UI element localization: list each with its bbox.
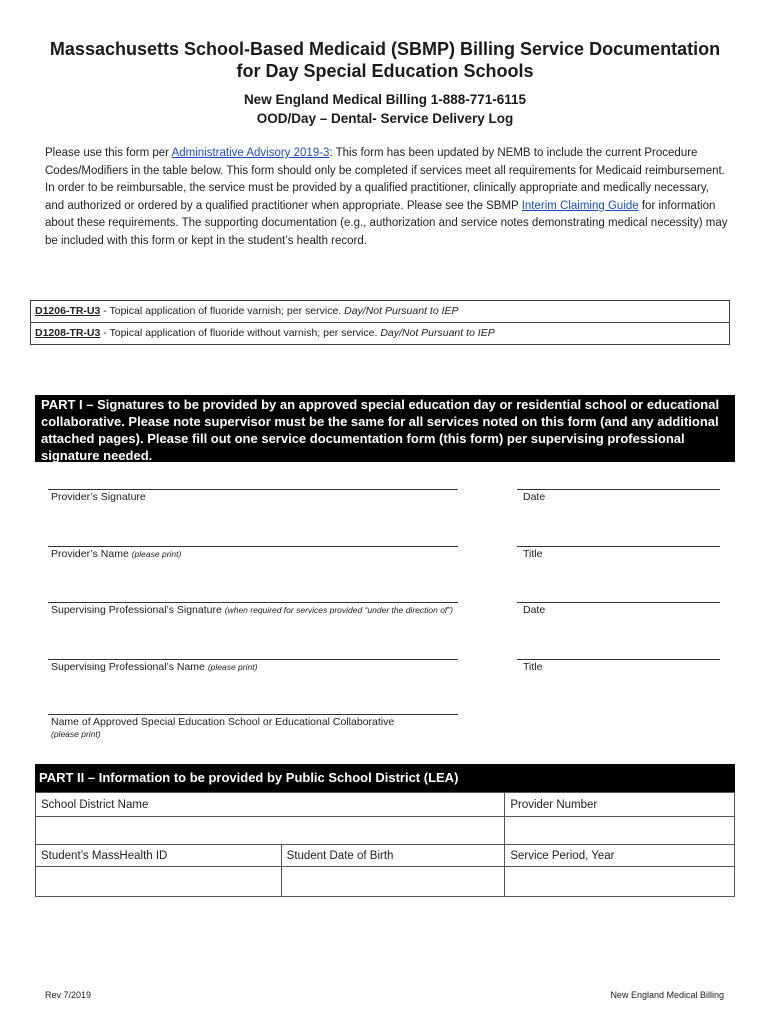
part-2-heading: PART II – Information to be provided by Public School District (LEA)	[35, 764, 735, 792]
date-line-2[interactable]	[517, 602, 720, 603]
provider-signature-line[interactable]	[48, 489, 458, 490]
administrative-advisory-link[interactable]: Administrative Advisory 2019-3	[171, 147, 330, 159]
service-period-field[interactable]	[505, 867, 735, 897]
intro-paragraph	[45, 145, 730, 250]
procedure-code-row	[31, 322, 729, 344]
supervisor-signature-label	[51, 604, 461, 616]
subtitle	[0, 90, 770, 128]
title-line-1-field[interactable]	[517, 546, 720, 547]
school-name-line[interactable]	[48, 714, 458, 715]
supervisor-name-text: Supervising Professional’s Name	[51, 661, 208, 673]
title-line-2: for Day Special Education Schools	[236, 61, 534, 81]
school-name-text: Name of Approved Special Education School or Educational Collaborative	[51, 716, 395, 728]
date-label-1: Date	[523, 491, 546, 503]
provider-signature-label: Provider’s Signature	[51, 491, 146, 503]
lea-information-table	[35, 792, 735, 897]
interim-claiming-guide-link[interactable]: Interim Claiming Guide	[521, 199, 639, 212]
title-line-1: Massachusetts School-Based Medicaid (SBMP) Billing Service Documentation	[49, 39, 721, 59]
title-line-2-field[interactable]	[517, 659, 720, 660]
title-label-2: Title	[523, 661, 543, 673]
supervisor-signature-note: (when required for services provided “under the direction of”)	[224, 605, 453, 615]
page-title	[0, 38, 770, 82]
school-district-name-header: School District Name	[36, 793, 505, 817]
school-name-label	[51, 716, 394, 740]
supervisor-signature-text: Supervising Professional’s Signature	[51, 604, 225, 616]
supervisor-name-line[interactable]	[48, 659, 458, 660]
provider-name-line[interactable]	[48, 546, 458, 547]
procedure-codes-table	[30, 300, 730, 345]
footer-company: New England Medical Billing	[610, 990, 724, 1000]
procedure-code: D1208-TR-U3	[35, 327, 101, 339]
part-1-heading: PART I – Signatures to be provided by an approved special education day or residential school or educational collaborative. Please note supervisor must be the same for all services noted on this form (and any additional attached pages). Please fill out one service documentation form (this form) per supervising professional signature needed.	[35, 395, 735, 462]
date-of-birth-field[interactable]	[281, 867, 505, 897]
subtitle-line-2: OOD/Day – Dental- Service Delivery Log	[256, 111, 514, 126]
subtitle-line-1: New England Medical Billing 1-888-771-6115	[243, 92, 527, 107]
date-line-1[interactable]	[517, 489, 720, 490]
date-of-birth-header: Student Date of Birth	[281, 845, 505, 867]
revision-label: Rev 7/2019	[45, 990, 92, 1000]
procedure-description: - Topical application of fluoride without varnish; per service.	[100, 327, 381, 339]
intro-text-2: : This form has been updated by NEMB to include the current Procedure Codes/Modifiers in the table below. This form should only be completed if services meet all requirements for Medicaid reimbursement. In order to be reimbursable, the service must be provided by a qualified practitioner, clinically appropriate and medically necessary, and authorized or ordered by a qualified practitioner when appropriate. Please see the SBMP	[45, 147, 725, 212]
provider-name-text: Provider’s Name	[51, 548, 132, 560]
supervisor-name-label	[51, 661, 257, 673]
procedure-note: Day/Not Pursuant to IEP	[380, 327, 495, 339]
intro-text-3: for information about these requirements. The supporting documentation (e.g., authorization and service notes demonstrating medical necessity) may be included with this form or kept in the student’s health record.	[45, 199, 728, 247]
procedure-code-row	[31, 301, 729, 322]
procedure-code: D1206-TR-U3	[35, 305, 101, 317]
provider-number-field[interactable]	[505, 817, 735, 845]
provider-name-label	[51, 548, 181, 560]
supervisor-signature-line[interactable]	[48, 602, 458, 603]
school-name-note: (please print)	[51, 729, 101, 739]
supervisor-name-note: (please print)	[207, 662, 258, 672]
provider-name-note: (please print)	[131, 549, 182, 559]
procedure-description: - Topical application of fluoride varnish; per service.	[100, 305, 345, 317]
intro-text-1: Please use this form per	[45, 147, 172, 159]
masshealth-id-header: Student’s MassHealth ID	[36, 845, 282, 867]
masshealth-id-field[interactable]	[36, 867, 282, 897]
title-label-1: Title	[523, 548, 543, 560]
procedure-note: Day/Not Pursuant to IEP	[344, 305, 459, 317]
school-district-name-field[interactable]	[36, 817, 505, 845]
service-period-header: Service Period, Year	[505, 845, 735, 867]
date-label-2: Date	[523, 604, 546, 616]
provider-number-header: Provider Number	[505, 793, 735, 817]
